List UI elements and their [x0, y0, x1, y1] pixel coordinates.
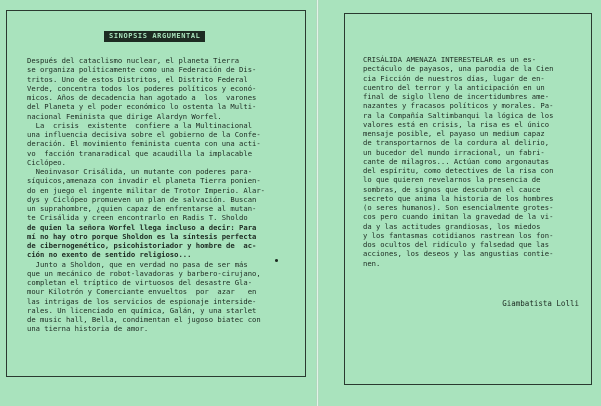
commentary-line: lo que quieren revelarnos la presencia de [363, 175, 541, 185]
commentary-line: (o seres humanos). Son esencialmente grotes- [363, 203, 554, 212]
commentary-line: cia Ficción de nuestros días, lugar de en- [363, 73, 545, 83]
synopsis-text [27, 56, 265, 334]
synopsis-line: que un mecánico de robot-lavadoras y barbero-cirujano, [27, 268, 261, 278]
commentary-line: de transportarnos de la cordura al delirio, [363, 138, 550, 148]
synopsis-line: Ciclópeo. [27, 157, 66, 167]
synopsis-line: rales. Un licenciado en química, Galán, y una starlet [27, 305, 257, 315]
synopsis-heading: SINOPSIS ARGUMENTAL [104, 31, 205, 42]
synopsis-line: una tierna historia de amor. [27, 324, 149, 334]
right-page [319, 0, 601, 406]
commentary-line: secreto que anima la historia de los hombres [363, 193, 554, 203]
commentary-line: mensaje posible, el payaso un medium capaz [363, 129, 545, 138]
commentary-line: sombras, de signos que descubran el cauce [363, 184, 541, 194]
commentary-line: final de siglo lleno de incertidumbres ame- [363, 92, 550, 101]
synopsis-line: vo facción tranaradical que acaudilla la implacable [27, 148, 253, 158]
synopsis-line: nacional Feminista que dirige Alardyn Worfel. [27, 111, 222, 121]
commentary-line: un bucedor del mundo irracional, un fabri- [363, 147, 545, 157]
synopsis-line: del Planeta y el poder económico lo ostenta la Multi- [27, 102, 257, 112]
synopsis-line: dys y Ciclópeo promueven un plan de salvación. Buscan [27, 194, 257, 204]
author-signature: Giambatista Lolli [502, 299, 579, 308]
commentary-line: dos ocultos del ridículo y falsedad que las [363, 240, 550, 249]
synopsis-line: las intrigas de los servicios de espionaje interside- [27, 296, 257, 306]
synopsis-line: síquicos,amenaza con invadir el planeta Tierra ponien- [27, 176, 261, 186]
synopsis-line: se organiza políticamente como una Federación de Dis- [27, 65, 257, 75]
commentary-line: pectáculo de payasos, una parodia de la Cien [363, 64, 554, 74]
commentary-line: da y las actitudes grandiosas, los miedos [363, 221, 541, 231]
synopsis-line: ción no exento de sentido religioso... [27, 250, 192, 260]
commentary-line: acciones, los deseos y las angustias contie- [363, 249, 554, 259]
synopsis-line: mour Kilotrón y Comerciante envueltos por azar en [27, 287, 257, 297]
synopsis-line: completan el tríptico de virtuosos del desastre Gla- [27, 278, 253, 287]
commentary-line: cante de milagros... Actúan como argonautas [363, 156, 550, 166]
commentary-line: del espíritu, como detectives de la risa con [363, 166, 554, 175]
commentary-line: ra la Compañía Saltimbanqui la lógica de los [363, 110, 554, 120]
synopsis-line: Neoinvasor Crisálida, un mutante con poderes para- [27, 167, 253, 176]
synopsis-line: una influencia decisiva sobre el gobierno de la Confe- [27, 130, 261, 139]
synopsis-line: Junto a Sholdon, que en verdad no pasa de ser más [27, 259, 248, 269]
synopsis-line: tritos. Uno de estos Distritos, el Distrito Federal [27, 74, 248, 84]
commentary-line: CRISÁLIDA AMENAZA INTERESTELAR es un es- [363, 55, 537, 64]
commentary-line: cuentro del terror y la anticipación en un [363, 82, 545, 92]
commentary-line: nazantes y fracasos políticos y morales. Pa- [363, 101, 554, 111]
commentary-line: cos pero cuando imitan la gravedad de la vi- [363, 212, 554, 222]
commentary-line: nen. [363, 258, 381, 268]
synopsis-line: do en juego el ingente militar de Trotor Imperio. Alar- [27, 185, 265, 195]
synopsis-line: mí no hay otro porque Sholdon es la síntesis perfecta [27, 231, 257, 241]
synopsis-line: La crisis existente confiere a la Multinacional [27, 120, 253, 130]
synopsis-line: un suprahombre, ¿quien capaz de enfrentarse al mutan- [27, 204, 257, 213]
commentary-line: valores está en crisis, la risa es el único [363, 119, 550, 129]
margin-dot [275, 259, 278, 262]
commentary-line: y los fantasmas cotidianos rastrean los fon- [363, 230, 554, 240]
synopsis-line: de music hall, Bella, condimentan el jugoso biatec con [27, 315, 261, 324]
synopsis-line: Después del cataclismo nuclear, el planeta Tierra [27, 56, 240, 65]
synopsis-line: de quien la señora Worfel llega incluso a decir: Para [27, 222, 257, 232]
synopsis-line: te Crisálida y creen encontrarlo en Radis T. Sholdo [27, 213, 248, 223]
synopsis-line: Verde, concentra todos los poderes políticos y econó- [27, 83, 257, 93]
synopsis-line: deración. El movimiento feminista cuenta con una acti- [27, 139, 261, 149]
commentary-text [363, 55, 553, 268]
synopsis-line: de cibernogenético, psicohistoriador y hombre de ac- [27, 241, 257, 250]
synopsis-line: micos. Años de decadencia han agotado a los varones [27, 93, 257, 102]
